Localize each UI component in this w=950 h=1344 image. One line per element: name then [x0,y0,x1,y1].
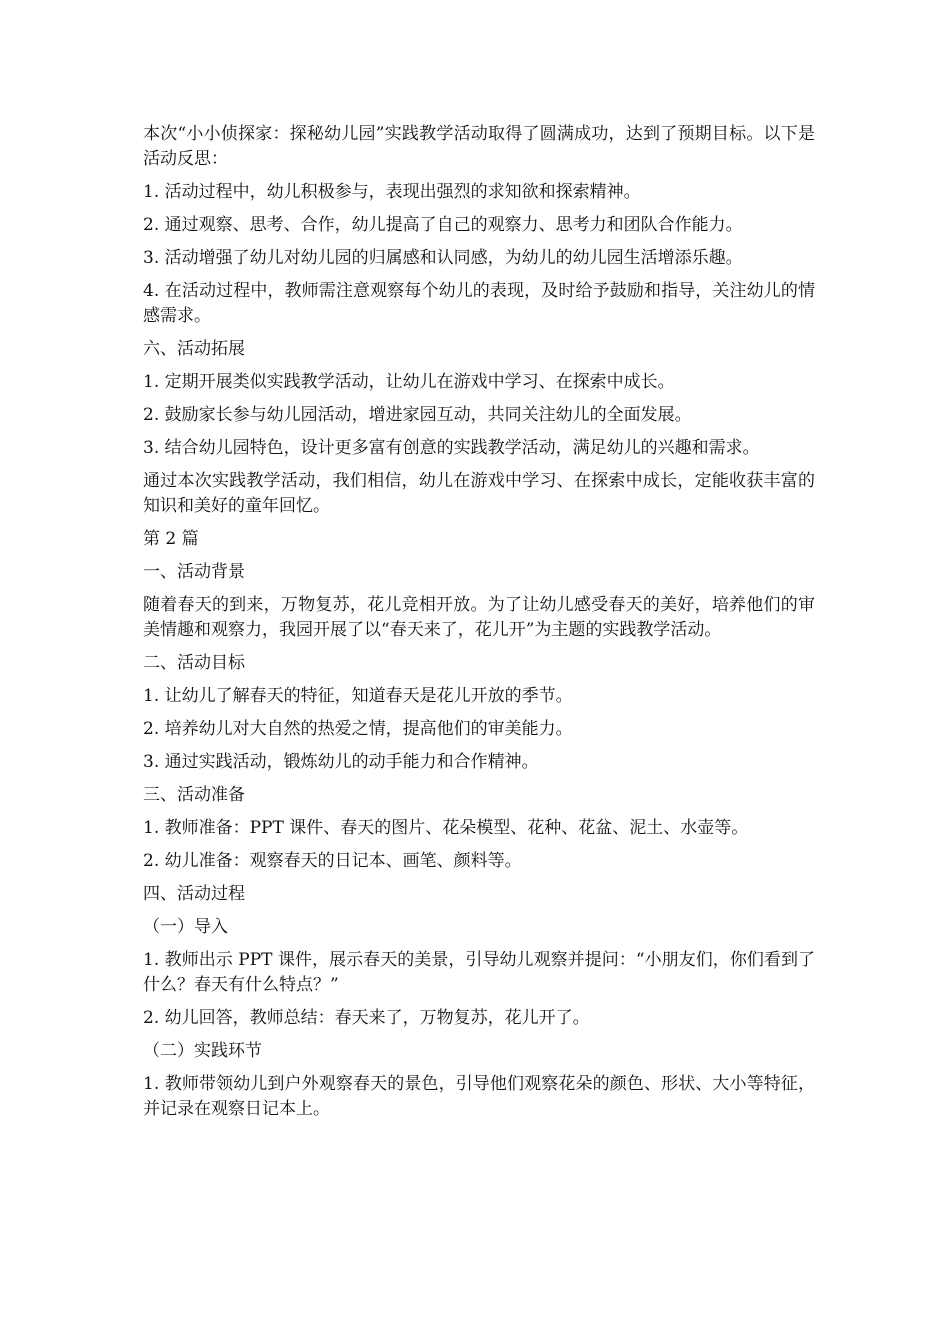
extension-item-3: 3. 结合幼儿园特色，设计更多富有创意的实践教学活动，满足幼儿的兴趣和需求。 [143,438,760,458]
extension-item-2: 2. 鼓励家长参与幼儿园活动，增进家园互动，共同关注幼儿的全面发展。 [143,405,692,425]
document-body [143,122,815,1130]
subsection-heading-practice: （二）实践环节 [143,1041,262,1061]
preparation-item-2: 2. 幼儿准备：观察春天的日记本、画笔、颜料等。 [143,851,522,871]
section-heading-background: 一、活动背景 [143,562,245,582]
background-paragraph: 随着春天的到来，万物复苏，花儿竞相开放。为了让幼儿感受春天的美好，培养他们的审美情趣和观察力，我园开展了以“春天来了，花儿开”为主题的实践教学活动。 [143,595,815,640]
subsection-heading-intro: （一）导入 [143,917,228,937]
reflection-item-4: 4. 在活动过程中，教师需注意观察每个幼儿的表现，及时给予鼓励和指导，关注幼儿的情感需求。 [143,281,815,326]
goal-item-3: 3. 通过实践活动，锻炼幼儿的动手能力和合作精神。 [143,752,539,772]
goal-item-1: 1. 让幼儿了解春天的特征，知道春天是花儿开放的季节。 [143,686,573,706]
practice-item-1: 1. 教师带领幼儿到户外观察春天的景色，引导他们观察花朵的颜色、形状、大小等特征，并记录在观察日记本上。 [143,1074,815,1119]
intro-item-1: 1. 教师出示 PPT 课件，展示春天的美景，引导幼儿观察并提问：“小朋友们，你们看到了什么？春天有什么特点？” [143,950,815,995]
preparation-item-1: 1. 教师准备：PPT 课件、春天的图片、花朵模型、花种、花盆、泥土、水壶等。 [143,818,749,838]
reflection-intro: 本次“小小侦探家：探秘幼儿园”实践教学活动取得了圆满成功，达到了预期目标。以下是活动反思： [143,124,815,169]
conclusion-paragraph: 通过本次实践教学活动，我们相信，幼儿在游戏中学习、在探索中成长，定能收获丰富的知识和美好的童年回忆。 [143,471,815,516]
reflection-item-3: 3. 活动增强了幼儿对幼儿园的归属感和认同感，为幼儿的幼儿园生活增添乐趣。 [143,248,743,268]
article-number-heading: 第 2 篇 [143,529,199,549]
section-heading-preparation: 三、活动准备 [143,785,245,805]
intro-item-2: 2. 幼儿回答，教师总结：春天来了，万物复苏，花儿开了。 [143,1008,590,1028]
reflection-item-2: 2. 通过观察、思考、合作，幼儿提高了自己的观察力、思考力和团队合作能力。 [143,215,743,235]
section-heading-process: 四、活动过程 [143,884,245,904]
extension-item-1: 1. 定期开展类似实践教学活动，让幼儿在游戏中学习、在探索中成长。 [143,372,675,392]
section-heading-extension: 六、活动拓展 [143,339,245,359]
section-heading-goals: 二、活动目标 [143,653,245,673]
goal-item-2: 2. 培养幼儿对大自然的热爱之情，提高他们的审美能力。 [143,719,573,739]
reflection-item-1: 1. 活动过程中，幼儿积极参与，表现出强烈的求知欲和探索精神。 [143,182,641,202]
